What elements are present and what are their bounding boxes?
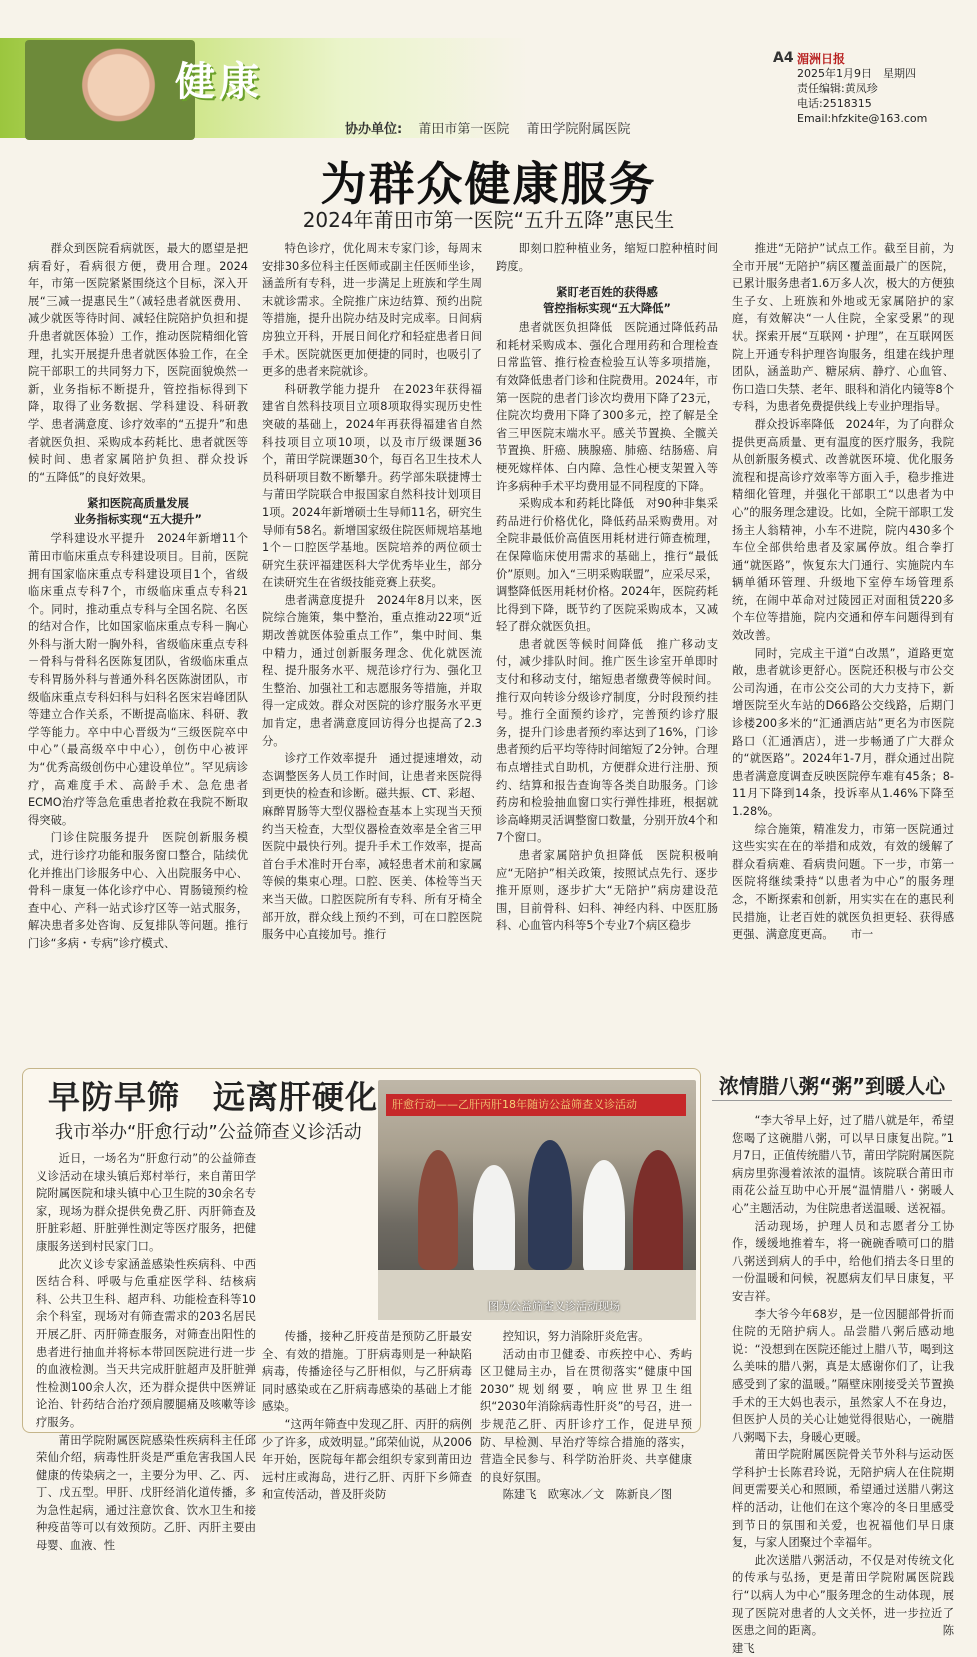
paragraph: 采购成本和药耗比降低 对90种非集采药品进行价格优化，降低药品采购费用。对全院非最低价高值医用耗材进行筛查梳理，在保障临床使用需求的基础上，推行“最低价”原则。加入“三明采购联盟”，应采尽采，调整降低医用耗材价格。2024年，医院药耗比得到下降，既节约了医院采购成本，又减轻了群众就医负担。 [496, 497, 718, 634]
editor: 责任编辑:黄凤珍 [797, 82, 878, 95]
paragraph: 患者家属陪护负担降低 医院积极响应“无陪护”相关政策，按照试点先行、逐步推开原则，逐步扩大“无陪护”病房建设范围，目前骨科、妇科、神经内科、中医肛肠科、心血管内科等5个专业7个病区稳步 [496, 849, 718, 933]
headline-rule [712, 1100, 952, 1101]
main-headline: 为群众健康服务 [320, 157, 657, 211]
paragraph: 诊疗工作效率提升 通过提速增效，动态调整医务人员工作时间，让患者来医院得到更快的检查和诊断。磁共振、CT、彩超、麻醉胃肠等大型仪器检查基本上实现当天预约当天检查，大型仪器检查效率是全省三甲医院中最快行列。提升手术工作效率，提高首台手术准时开台率，减轻患者术前和家属等候的集束心理。口腔、医美、体检等当天来当天做。口腔医院所有专科、所有牙椅全部开放，群众线上预约不到，可在口腔医院服务中心直接加号。推行 [262, 752, 482, 942]
section-name: 健康 [175, 58, 263, 105]
article-column-3 [496, 240, 718, 1060]
col4-paras [732, 240, 954, 944]
issue-date: 2025年1月9日 星期四 [797, 67, 916, 80]
paragraph: 特色诊疗，优化周末专家门诊，每周末安排30多位科主任医师或副主任医师坐诊，涵盖所有专科，进一步满足上班族和学生周末就诊需求。全院推广床边结算、预约出院等措施，提升出院办结及时完成率。日间病房独立开科，开展日间化疗和轻症患者日间手术。医院就医更加便捷的同时，也吸引了更多的患者来院就诊。 [262, 242, 482, 379]
article-column-4 [732, 240, 954, 1060]
box-col2-paras [262, 1328, 472, 1504]
photo-caption: 图为公益筛查义诊活动现场 [488, 1300, 620, 1313]
paragraph: 即刻口腔种植业务，缩短口腔种植时间跨度。 [496, 242, 718, 273]
sponsor-label: 协办单位: [345, 122, 403, 137]
box-column-1 [36, 1150, 256, 1553]
box-subheadline: 我市举办“肝愈行动”公益筛查义诊活动 [55, 1122, 362, 1143]
paragraph: 推进“无陪护”试点工作。截至目前，为全市开展“无陪护”病区覆盖面最广的医院，已累计服务患者1.6万多人次，极大的方便独生子女、上班族和外地或无家属陪护的家庭，有效解决“一人住院，全家受累”的现状。探索开展“互联网・护理”，在互联网医院上开通专科护理咨询服务，组建在线护理团队，涵盖助产、糖尿病、静疗、心血管、伤口造口失禁、老年、眼科和消化内镜等8个专科，为患者免费提供线上专业护理指导。 [732, 242, 954, 414]
paragraph: 此次义诊专家涵盖感染性疾病科、中西医结合科、呼吸与危重症医学科、结核病科、公共卫生科、超声科、功能检查科等10余个科室，现场对有筛查需求的203名居民开展乙肝、丙肝筛查服务，对筛查出阳性的患者进行抽血并将标本带回医院进行进一步的血液检测。当天共完成肝脏超声及肝脏弹性检测100余人次，还为群众提供中医辨证论治、针药结合治疗颈肩腰腿痛及咳嗽等诊疗服务。 [36, 1257, 256, 1429]
box-column-2 [262, 1328, 472, 1502]
event-photo [378, 1080, 696, 1320]
col3b-paras [496, 319, 718, 935]
col3-paras [496, 240, 718, 275]
paragraph: 陈建飞 欧寒冰／文 陈新良／图 [502, 1488, 673, 1502]
article-column-2 [262, 240, 482, 1060]
paragraph: 传播，接种乙肝疫苗是预防乙肝最安全、有效的措施。丁肝病毒则是一种缺陷病毒，传播途径与乙肝相似，与乙肝病毒同时感染或在乙肝病毒感染的基础上才能感染。 [262, 1330, 472, 1414]
paragraph: 莆田学院附属医院骨关节外科与运动医学科护士长陈君玲说，无陪护病人在住院期间更需要关心和照顾，希望通过送腊八粥这样的活动，让他们在这个寒冷的冬日里感受到节日的氛围和关爱，也祝福他们早日康复，与家人团聚过个幸福年。 [732, 1448, 954, 1550]
laba-headline: 浓情腊八粥“粥”到暖人心 [718, 1074, 946, 1098]
photo-banner-text: 肝愈行动——乙肝丙肝18年随访公益筛查义诊活动 [386, 1094, 686, 1116]
paragraph: 学科建设水平提升 2024年新增11个莆田市临床重点专科建设项目。目前，医院拥有国家临床重点专科建设项目1个，省级临床重点专科7个，市级临床重点专科21个。同时，推动重点专科与全国名院、名医的结对合作，比如国家临床重点专科－胸心外科与浙大附一胸外科，省级临床重点专科－骨科与骨科名医陈复团队，省级临床重点专科胃肠外科与普通外科名医陈澍团队，市级临床重点专科妇科与妇科名医宋岩峰团队等建立合作关系，不断提高临床、科研、教学等能力。卒中中心晋级为“三级医院卒中中心”（最高级卒中中心），创伤中心被评为“优秀高级创伤中心建设单位”。罕见病诊疗，高难度手术、高龄手术、急危患者ECMO治疗等急危重患者抢救在我院不断取得突破。 [28, 532, 248, 827]
laba-article [732, 1112, 954, 1655]
paragraph: 患者就医等候时间降低 推广移动支付，减少排队时间。推广医生诊室开单即时支付和移动支付，缩短患者缴费等候时间。推行双向转诊分级诊疗制度，分时段预约挂号。推行全面预约诊疗，完善预约诊疗服务，提升门诊患者预约率达到了16%，门诊患者预约后平均等待时间缩短了2分钟。合理布点增挂式自助机，方便群众进行注册、预约、结算和报告查询等各类自助服务。门诊药房和检验抽血窗口实行弹性排班，根据就诊高峰期灵活调整窗口数量，分别开放4个和7个窗口。 [496, 637, 718, 845]
banner-photo [25, 40, 195, 140]
paragraph: 李大爷今年68岁，是一位因腿部骨折而住院的无陪护病人。品尝腊八粥后感动地说：“没想到在医院还能过上腊八节，喝到这么美味的腊八粥，真是太感谢你们了，让我感受到了家的温暖。”隔壁床刚接受关节置换手术的王大妈也表示，虽然家人不在身边，但医护人员的关心让她觉得很贴心，一碗腊八粥喝下去，身暖心更暖。 [732, 1307, 954, 1444]
section-heading-2: 紧盯老百姓的获得感 管控指标实现“五大降低” [543, 286, 671, 316]
paragraph: 活动现场，护理人员和志愿者分工协作，缓缓地推着车，将一碗碗香喷可口的腊八粥送到病人的手中，给他们捎去冬日里的一份温暖和问候，祝愿病友们早日康复，平安吉祥。 [732, 1219, 954, 1303]
paragraph: 科研教学能力提升 在2023年获得福建省自然科技项目立项8项取得实现历史性突破的基础上，2024年再获得福建省自然科技项目立项10项，以及市厅级课题36个，莆田学院课题30个，每百名卫生技术人员科研项目数不断攀升。药学部朱联捷博士与莆田学院联合申报国家自然科技计划项目1项。2024年新增硕士生导师11名，研究生导师有58名。新增国家级住院医师规培基地1个－口腔医学基地。医院培养的两位硕士研究生获评福建医科大学优秀毕业生，部分在读研究生在省级技能竞赛上获奖。 [262, 382, 482, 590]
main-subheadline: 2024年莆田市第一医院“五升五降”惠民生 [302, 208, 675, 232]
box-column-3 [480, 1328, 692, 1502]
masthead: 湄洲日报 [797, 52, 846, 66]
paragraph: 莆田学院附属医院感染性疾病科主任邱荣仙介绍，病毒性肝炎是严重危害我国人民健康的传染病之一，主要分为甲、乙、丙、丁、戊五型。甲肝、戊肝经消化道传播，多为急性起病，通过注意饮食、饮水卫生和接种疫苗等可以有效预防。乙肝、丙肝主要由母婴、血液、性 [36, 1433, 256, 1553]
paragraph: 患者就医负担降低 医院通过降低药品和耗材采购成本、强化合理用药和合理检查日常监管、推行检查检验互认等多项措施，有效降低患者门诊和住院费用。2024年，市第一医院的患者门诊次均费用下降了23元，住院次均费用下降了300多元，控了解是全省三甲医院末端水平。感关节置换、全髋关节置换、肝癌、胰腺癌、肺癌、结肠癌、肩梗死嫁样体、白内障、急性心梗支架置入等许多病种手术平均费用显不同程度的下降。 [496, 321, 718, 493]
phone: 电话:2518315 [797, 97, 872, 110]
col2-paras [262, 240, 482, 944]
paragraph: 此次送腊八粥活动，不仅是对传统文化的传承与弘扬，更是莆田学院附属医院践行“以病人为中心”服务理念的生动体现，展现了医院对患者的人文关怀，进一步拉近了医患之间的距离。 陈建飞 [732, 1553, 954, 1655]
box-headline: 早防早筛 远离肝硬化 [48, 1079, 379, 1115]
paragraph: 门诊住院服务提升 医院创新服务模式，进行诊疗功能和服务窗口整合，陆续优化并推出门诊服务中心、入出院服务中心、骨科－康复一体化诊疗中心、胃肠镜预约检查中心、产科一站式诊疗区等一站式服务，解决患者多处咨询、反复排队等问题。推行门诊“多病・专病”诊疗模式、 [28, 831, 248, 950]
paragraph: 患者满意度提升 2024年8月以来，医院综合施策，集中整治，重点推动22项“近期改善就医体验重点工作”，集中时间、集中精力，通过创新服务理念、优化就医流程、提升服务水平、规范诊疗行为、强化卫生整治、加强社工和志愿服务等措施，并取得一定成效。群众对医院的诊疗服务水平更加肯定，患者满意度回访得分也提高了2.3分。 [262, 593, 482, 748]
paragraph: 群众到医院看病就医，最大的愿望是把病看好，看病很方便，费用合理。2024年，市第一医院紧紧围绕这个目标，深入开展“三减一提惠民生”（减轻患者就医费用、减少就医等待时间、减轻住院陪护负担和提升患者就医体验）工作，推动医院精细化管理，扎实开展提升患者就医体验工作，在全院干部职工的共同努力下，医院面貌焕然一新，业务指标不断提升，管控指标得到下降，取得了业务数据、学科建设、科研教学、患者满意度、诊疗效率的“五提升”和患者就医负担、采购成本药耗比、患者就医等候时间、患者家属陪护负担、群众投诉的“五降低”的良好效果。 [28, 242, 248, 484]
paragraph: 群众投诉率降低 2024年，为了向群众提供更高质量、更有温度的医疗服务，我院从创新服务模式、改善就医环境、优化服务流程和提高诊疗效率等方面入手，稳步推进精细化管理，并强化干部职工“以患者为中心”的服务理念建设。比如，全院干部职工发扬主人翁精神，小车不进院，院内430多个车位全部供给患者及家属停放。组合拳打通“就医路”，恢复东大门通行、实施院内车辆单循环管理、升级地下室停车场管理系统，在闹中革命对过陵园正对面租赁220多个车位等措施，院内交通和停车问题得到有效改善。 [732, 417, 954, 643]
paragraph: “李大爷早上好，过了腊八就是年，希望您喝了这碗腊八粥，可以早日康复出院。”1月7日，正值传统腊八节，莆田学院附属医院病房里弥漫着浓浓的温情。该院联合莆田市雨花公益互助中心开展“温情腊八・粥暖人心”主题活动，为住院患者送温暖、送祝福。 [732, 1114, 954, 1215]
sponsor-2: 莆田学院附属医院 [526, 122, 631, 137]
sponsor-line [345, 118, 631, 137]
article-column-1 [28, 240, 248, 1060]
laba-paras [732, 1112, 954, 1657]
paragraph: “这两年筛查中发现乙肝、丙肝的病例少了许多，成效明显。”邱荣仙说，从2006年开始，医院每年都会组织专家到莆田边远村庄或海岛，进行乙肝、丙肝下乡筛查和宣传活动，普及肝炎防 [262, 1417, 472, 1502]
email: Email:hfzkite@163.com [797, 112, 928, 125]
box-col1-paras [36, 1150, 256, 1555]
col1b-paras [28, 530, 248, 952]
paragraph: 控知识，努力消除肝炎危害。 [502, 1330, 650, 1343]
paragraph: 活动由市卫健委、市疾控中心、秀屿区卫健局主办，旨在贯彻落实“健康中国2030”规划纲要，响应世界卫生组织“2030年消除病毒性肝炎”的号召，进一步规范乙肝、丙肝诊疗工作，促进早预防、早检测、早治疗等综合措施的落实，营造全民参与、科学防治肝炎、共享健康的良好氛围。 [480, 1347, 692, 1484]
box-col3-paras [480, 1328, 692, 1504]
col1-paras [28, 240, 248, 486]
paragraph: 综合施策，精准发力，市第一医院通过这些实实在在的举措和成效，有效的缓解了群众看病难、看病贵问题。下一步，市第一医院将继续秉持“以患者为中心”的服务理念，不断探索和创新，用实实在在的惠民利民措施，让老百姓的就医负担更轻、获得感更强、满意度更高。 市一 [732, 822, 954, 942]
paragraph: 近日，一场名为“肝愈行动”的公益筛查义诊活动在埭头镇后郑村举行，来自莆田学院附属医院和埭头镇中心卫生院的30余名专家，现场为群众提供免费乙肝、丙肝筛查及肝脏彩超、肝脏弹性测定等医疗服务，把健康服务送到村民家门口。 [36, 1152, 256, 1253]
sponsor-1: 莆田市第一医院 [418, 122, 510, 137]
page-number: A4 [773, 50, 794, 66]
paragraph: 同时，完成主干道“白改黑”，道路更宽敞，患者就诊更舒心。医院还积极与市公交公司沟通，在市公交公司的大力支持下，新增医院至火车站的D66路公交线路，后期门诊楼200多米的“汇通酒店站”更名为市医院路口（汇通酒店），进一步畅通了广大群众的“就医路”。2024年1-7月，群众通过出院患者满意度调查反映医院停车难有45条；8-11月下降到14条，投诉率从1.46%下降至1.28%。 [732, 646, 954, 818]
section-heading-1: 紧扣医院高质量发展 业务指标实现“五大提升” [74, 497, 202, 527]
